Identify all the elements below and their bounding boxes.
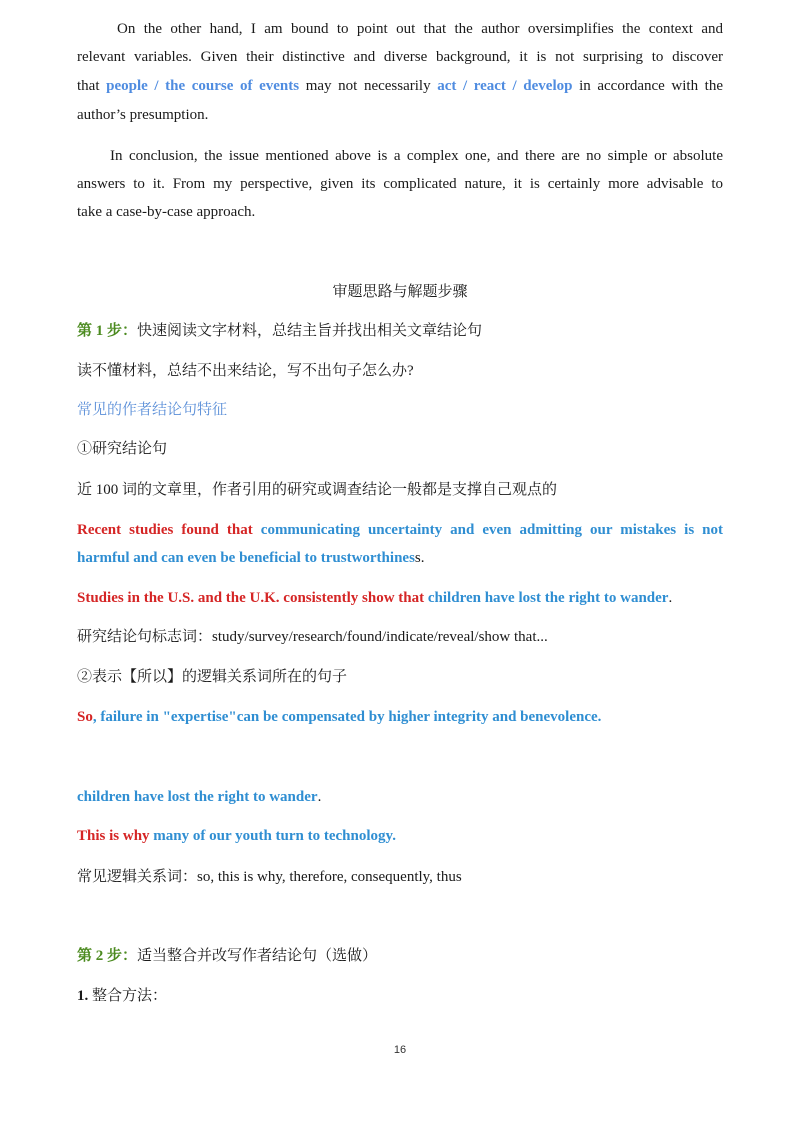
para1-line4: author’s presumption. — [77, 107, 209, 123]
item1-markers — [77, 626, 723, 648]
item1-example1-line2 — [77, 547, 723, 569]
highlight-subject: people / the course of events — [106, 78, 300, 94]
para1-line3 — [77, 75, 723, 97]
markers-list: study/survey/research/found/indicate/reveal/show that... — [212, 629, 548, 645]
conclusion-content: children have lost the right to wander — [77, 789, 318, 805]
page-number: 16 — [393, 1044, 407, 1056]
conclusion-marker: So — [77, 709, 93, 725]
text: . — [668, 590, 673, 606]
features-heading: 常见的作者结论句特征 — [77, 402, 228, 418]
para2-line3: take a case-by-case approach. — [77, 204, 256, 220]
step2-heading — [77, 945, 723, 967]
item1-example1-line1 — [77, 519, 723, 541]
conclusion-content: , failure in "expertise"can be compensated by higher integrity and benevolence. — [92, 709, 602, 725]
section-title: 审题思路与解题步骤 — [332, 284, 468, 300]
highlight-verb: act / react / develop — [437, 78, 573, 94]
item2-example1 — [77, 706, 723, 728]
conclusion-content: many of our youth turn to technology — [149, 828, 393, 844]
conclusion-marker: Recent studies found that — [77, 522, 253, 538]
item2-title: ②表示【所以】的逻辑关系词所在的句子 — [77, 669, 348, 685]
item1-title: ①研究结论句 — [77, 441, 168, 457]
text: may not necessarily — [299, 78, 438, 94]
conclusion-marker: Studies in the U.S. and the U.K. consistently show that — [77, 590, 425, 606]
markers-list: so, this is why, therefore, consequently, thus — [197, 869, 462, 885]
text: that — [77, 78, 107, 94]
markers-label: 研究结论句标志词： — [77, 629, 213, 645]
question-text: 读不懂材料，总结不出来结论，写不出句子怎么办? — [77, 363, 414, 379]
method-heading — [77, 985, 723, 1007]
step2-label: 第 2 步： — [77, 948, 138, 964]
item2-example2 — [77, 786, 723, 808]
text: . — [392, 828, 396, 844]
item2-markers — [77, 866, 723, 888]
conclusion-content: communicating uncertainty and even admitting our mistakes is not — [260, 522, 724, 538]
step1-label: 第 1 步： — [77, 323, 138, 339]
markers-label: 常见逻辑关系词： — [77, 869, 198, 885]
conclusion-content: children have lost the right to wander — [427, 590, 669, 606]
method-number: 1. — [77, 988, 89, 1004]
conclusion-content: harmful and can even be beneficial to trustworthines — [77, 550, 415, 566]
para1-line1: On the other hand, I am bound to point out that the author oversimplifies the context and — [117, 21, 723, 37]
step2-text: 适当整合并改写作者结论句（选做） — [137, 948, 378, 964]
para1-line2: relevant variables. Given their distinctive and diverse background, it is not surprising to discover — [77, 49, 723, 65]
text: in accordance with the — [572, 78, 723, 94]
method-text: 整合方法： — [92, 988, 168, 1004]
item2-example3 — [77, 825, 723, 847]
para2-line2: answers to it. From my perspective, given its complicated nature, it is certainly more advisable to — [77, 176, 723, 192]
para2-line1: In conclusion, the issue mentioned above is a complex one, and there are no simple or absolute — [110, 148, 723, 164]
conclusion-marker: This is why — [77, 828, 150, 844]
item1-desc: 近 100 词的文章里，作者引用的研究或调查结论一般都是支撑自己观点的 — [77, 482, 558, 498]
step1-text: 快速阅读文字材料，总结主旨并找出相关文章结论句 — [137, 323, 483, 339]
text: s. — [414, 550, 425, 566]
text: . — [317, 789, 322, 805]
step1-heading — [77, 320, 723, 342]
item1-example2 — [77, 587, 723, 609]
